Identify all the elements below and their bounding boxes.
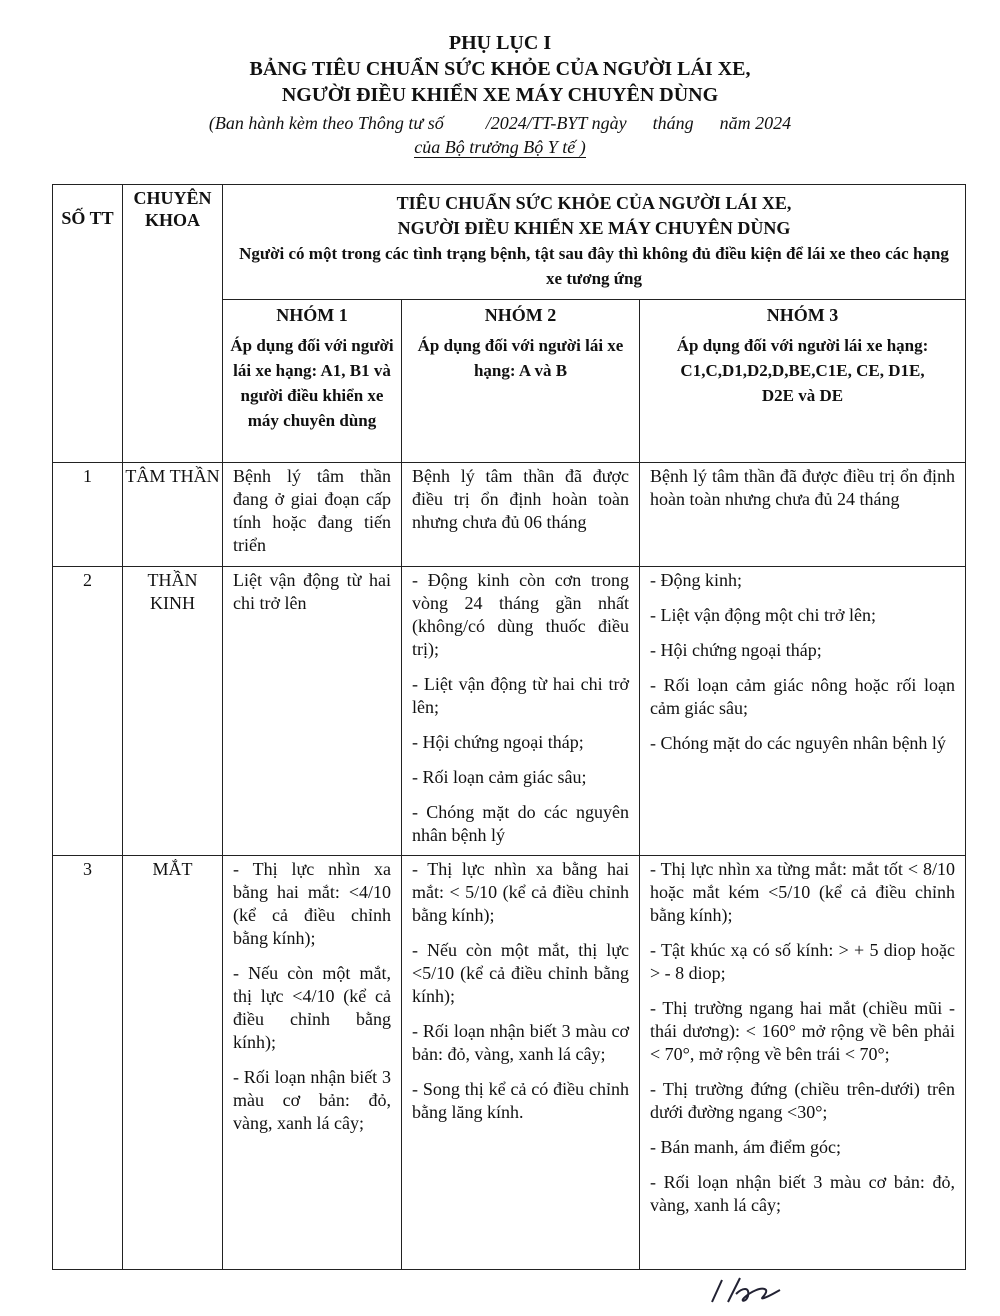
row-3-group-2: - Thị lực nhìn xa bằng hai mắt: < 5/10 (kể cả điều chỉnh bằng kính); - Nếu còn một mắt, thị lực <5/10 (kể cả điều chỉnh bằng kính); - Rối loạn nhận biết 3 màu cơ bản: đỏ, vàng, xanh lá cây; - Song thị kể cả có điều chỉnh bằng lăng kính. bbox=[402, 856, 640, 1270]
group-3-name: NHÓM 3 bbox=[766, 305, 839, 325]
table-row bbox=[53, 463, 966, 567]
row-number: 1 bbox=[53, 463, 123, 567]
group-3-header bbox=[640, 300, 966, 463]
row-specialty: TÂM THẦN bbox=[123, 463, 223, 567]
health-standards-table bbox=[52, 184, 966, 1270]
group-3-desc: Áp dụng đối với người lái xe hạng: C1,C,D1,D2,D,BE,C1E, CE, D1E, D2E và DE bbox=[676, 336, 929, 405]
row-number: 3 bbox=[53, 856, 123, 1270]
header-specialty: CHUYÊN KHOA bbox=[123, 185, 223, 463]
row-2-group-2: - Động kinh còn cơn trong vòng 24 tháng gần nhất (không/có dùng thuốc điều trị); - Liệt vận động từ hai chi trở lên; - Hội chứng ngoại tháp; - Rối loạn cảm giác sâu; - Chóng mặt do các nguyên nhân bệnh lý bbox=[402, 567, 640, 856]
row-1-group-2: Bệnh lý tâm thần đã được điều trị ổn định hoàn toàn nhưng chưa đủ 06 tháng bbox=[402, 463, 640, 567]
table-row bbox=[53, 567, 966, 856]
group-2-name: NHÓM 2 bbox=[484, 305, 557, 325]
group-2-header bbox=[402, 300, 640, 463]
table-header-row bbox=[53, 185, 966, 300]
group-2-desc: Áp dụng đối với người lái xe hạng: A và B bbox=[417, 336, 624, 380]
group-1-name: NHÓM 1 bbox=[276, 305, 348, 325]
header-standard bbox=[223, 185, 966, 300]
row-1-group-1: Bệnh lý tâm thần đang ở giai đoạn cấp tính hoặc đang tiến triển bbox=[223, 463, 402, 567]
issuing-authority: của Bộ trưởng Bộ Y tế ) bbox=[414, 137, 586, 157]
appendix-title: PHỤ LỤC I bbox=[448, 32, 552, 54]
row-2-group-3: - Động kinh; - Liệt vận động một chi trở lên; - Hội chứng ngoại tháp; - Rối loạn cảm giác nông hoặc rối loạn cảm giác sâu; - Chóng mặt do các nguyên nhân bệnh lý bbox=[640, 567, 966, 856]
standard-title-1: TIÊU CHUẨN SỨC KHỎE CỦA NGƯỜI LÁI XE, bbox=[396, 193, 792, 213]
table-row bbox=[53, 856, 966, 1270]
document-header bbox=[0, 30, 1000, 158]
row-specialty: THẦN KINH bbox=[123, 567, 223, 856]
initials-signature-icon bbox=[706, 1272, 786, 1308]
table-title-line-1: BẢNG TIÊU CHUẨN SỨC KHỎE CỦA NGƯỜI LÁI XE, bbox=[249, 58, 751, 80]
row-number: 2 bbox=[53, 567, 123, 856]
header-stt: SỐ TT bbox=[53, 185, 123, 463]
row-3-group-3: - Thị lực nhìn xa từng mắt: mắt tốt < 8/10 hoặc mắt kém <5/10 (kể cả điều chỉnh bằng kính); - Tật khúc xạ có số kính: > + 5 diop hoặc > - 8 diop; - Thị trường ngang hai mắt (chiều mũi - thái dương): < 160° mở rộng về bên phải < 70°, mở rộng về bên trái < 70°; - Thị trường đứng (chiều trên-dưới) trên dưới đường ngang <30°; - Bán manh, ám điểm góc; - Rối loạn nhận biết 3 màu cơ bản: đỏ, vàng, xanh lá cây; bbox=[640, 856, 966, 1270]
standard-subtitle: Người có một trong các tình trạng bệnh, tật sau đây thì không đủ điều kiện để lái xe theo các hạng xe tương ứng bbox=[239, 244, 949, 288]
standard-title-2: NGƯỜI ĐIỀU KHIỂN XE MÁY CHUYÊN DÙNG bbox=[397, 218, 791, 238]
row-2-group-1: Liệt vận động từ hai chi trở lên bbox=[223, 567, 402, 856]
row-3-group-1: - Thị lực nhìn xa bằng hai mắt: <4/10 (kể cả điều chỉnh bằng kính); - Nếu còn một mắt, thị lực <4/10 (kể cả điều chỉnh bằng kính); - Rối loạn nhận biết 3 màu cơ bản: đỏ, vàng, xanh lá cây; bbox=[223, 856, 402, 1270]
group-1-desc: Áp dụng đối với người lái xe hạng: A1, B1 và người điều khiển xe máy chuyên dùng bbox=[230, 336, 394, 430]
row-1-group-3: Bệnh lý tâm thần đã được điều trị ổn định hoàn toàn nhưng chưa đủ 24 tháng bbox=[640, 463, 966, 567]
row-specialty: MẮT bbox=[123, 856, 223, 1270]
issuance-note: (Ban hành kèm theo Thông tư số /2024/TT-BYT ngày tháng năm 2024 bbox=[208, 113, 792, 133]
table-title-line-2: NGƯỜI ĐIỀU KHIỂN XE MÁY CHUYÊN DÙNG bbox=[281, 84, 719, 106]
group-1-header bbox=[223, 300, 402, 463]
